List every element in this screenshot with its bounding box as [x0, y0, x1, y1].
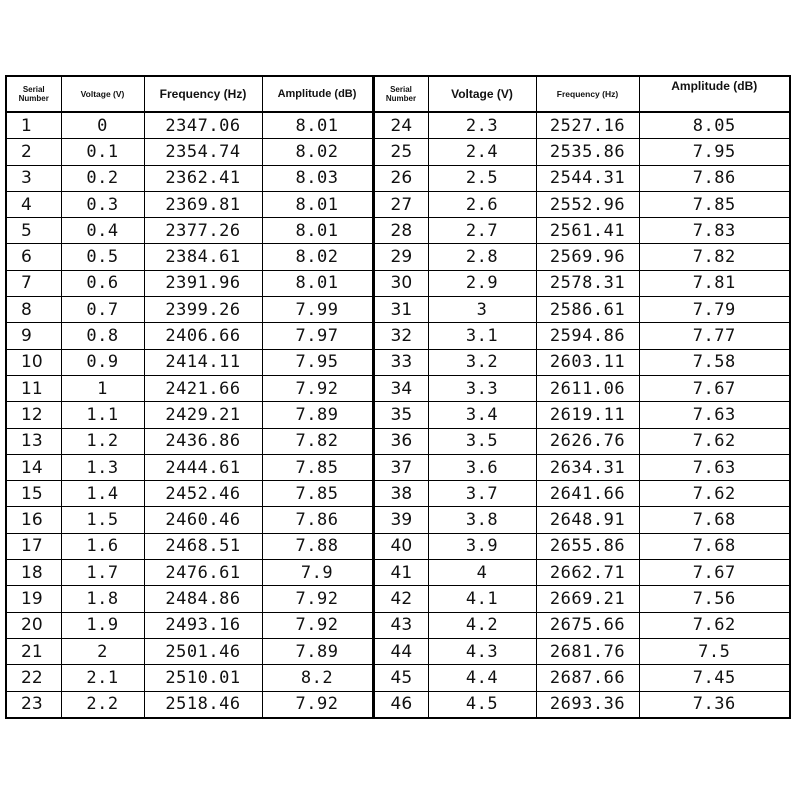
left-frequency-cell: 2429.21: [144, 402, 262, 428]
right-amplitude-cell: 7.83: [639, 218, 790, 244]
right-amplitude-cell: 7.58: [639, 349, 790, 375]
right-amplitude-cell: 7.68: [639, 533, 790, 559]
right-frequency-cell: 2544.31: [536, 165, 639, 191]
left-frequency-cell: 2421.66: [144, 375, 262, 401]
right-serial-cell: 26: [373, 165, 428, 191]
left-amplitude-cell: 8.01: [262, 112, 373, 139]
left-serial-cell: 9: [6, 323, 61, 349]
right-amplitude-cell: 7.62: [639, 481, 790, 507]
right-amplitude-cell: 7.62: [639, 612, 790, 638]
right-frequency-cell: 2641.66: [536, 481, 639, 507]
right-serial-cell: 39: [373, 507, 428, 533]
left-serial-cell: 11: [6, 375, 61, 401]
left-serial-cell: 20: [6, 612, 61, 638]
table-row: [6, 402, 790, 428]
right-serial-cell: 41: [373, 560, 428, 586]
left-amplitude-cell: 7.92: [262, 375, 373, 401]
right-amplitude-cell: 7.62: [639, 428, 790, 454]
left-voltage-cell: 0.7: [61, 297, 144, 323]
left-amplitude-cell: 8.01: [262, 218, 373, 244]
left-serial-cell: 16: [6, 507, 61, 533]
left-serial-cell: 18: [6, 560, 61, 586]
right-voltage-cell: 3.6: [428, 454, 536, 480]
left-frequency-cell: 2391.96: [144, 270, 262, 296]
right-voltage-cell: 3.3: [428, 375, 536, 401]
table-row: [6, 323, 790, 349]
left-serial-cell: 14: [6, 454, 61, 480]
right-amplitude-cell: 7.95: [639, 139, 790, 165]
left-voltage-cell: 1.4: [61, 481, 144, 507]
left-serial-cell: 7: [6, 270, 61, 296]
left-serial-cell: 19: [6, 586, 61, 612]
left-frequency-cell: 2444.61: [144, 454, 262, 480]
left-serial-cell: 2: [6, 139, 61, 165]
right-amplitude-cell: 7.5: [639, 638, 790, 664]
right-serial-cell: 36: [373, 428, 428, 454]
table-row: [6, 139, 790, 165]
header-row: [6, 76, 790, 112]
right-amplitude-cell: 7.67: [639, 560, 790, 586]
left-frequency-cell: 2501.46: [144, 638, 262, 664]
left-amplitude-cell: 7.89: [262, 638, 373, 664]
table-row: [6, 560, 790, 586]
left-voltage-cell: 1.2: [61, 428, 144, 454]
left-amplitude-cell: 7.99: [262, 297, 373, 323]
table-row: [6, 691, 790, 718]
left-serial-cell: 12: [6, 402, 61, 428]
right-frequency-cell: 2527.16: [536, 112, 639, 139]
left-voltage-cell: 0: [61, 112, 144, 139]
right-frequency-cell: 2662.71: [536, 560, 639, 586]
left-frequency-cell: 2399.26: [144, 297, 262, 323]
left-frequency-cell: 2510.01: [144, 665, 262, 691]
header-voltage-2: Voltage (V): [428, 76, 536, 112]
right-voltage-cell: 3.8: [428, 507, 536, 533]
right-amplitude-cell: 7.85: [639, 191, 790, 217]
right-voltage-cell: 4.2: [428, 612, 536, 638]
left-amplitude-cell: 7.85: [262, 481, 373, 507]
left-serial-cell: 6: [6, 244, 61, 270]
left-voltage-cell: 1: [61, 375, 144, 401]
header-amplitude: Amplitude (dB): [262, 76, 373, 112]
table-row: [6, 375, 790, 401]
left-amplitude-cell: 7.95: [262, 349, 373, 375]
left-amplitude-cell: 8.01: [262, 191, 373, 217]
table-row: [6, 665, 790, 691]
left-voltage-cell: 0.2: [61, 165, 144, 191]
right-frequency-cell: 2693.36: [536, 691, 639, 718]
right-voltage-cell: 2.5: [428, 165, 536, 191]
left-voltage-cell: 1.1: [61, 402, 144, 428]
left-voltage-cell: 0.3: [61, 191, 144, 217]
right-amplitude-cell: 7.45: [639, 665, 790, 691]
right-frequency-cell: 2611.06: [536, 375, 639, 401]
table-row: [6, 533, 790, 559]
right-frequency-cell: 2594.86: [536, 323, 639, 349]
data-table: [5, 75, 791, 719]
table-row: [6, 638, 790, 664]
left-amplitude-cell: 7.92: [262, 586, 373, 612]
right-frequency-cell: 2578.31: [536, 270, 639, 296]
left-amplitude-cell: 7.89: [262, 402, 373, 428]
left-voltage-cell: 1.3: [61, 454, 144, 480]
left-amplitude-cell: 7.97: [262, 323, 373, 349]
left-voltage-cell: 2.2: [61, 691, 144, 718]
left-frequency-cell: 2377.26: [144, 218, 262, 244]
right-frequency-cell: 2619.11: [536, 402, 639, 428]
left-serial-cell: 1: [6, 112, 61, 139]
left-amplitude-cell: 8.02: [262, 244, 373, 270]
left-voltage-cell: 1.7: [61, 560, 144, 586]
right-voltage-cell: 4.4: [428, 665, 536, 691]
table-row: [6, 244, 790, 270]
right-amplitude-cell: 7.82: [639, 244, 790, 270]
left-frequency-cell: 2347.06: [144, 112, 262, 139]
left-serial-cell: 22: [6, 665, 61, 691]
left-serial-cell: 10: [6, 349, 61, 375]
left-frequency-cell: 2369.81: [144, 191, 262, 217]
left-voltage-cell: 0.9: [61, 349, 144, 375]
left-frequency-cell: 2384.61: [144, 244, 262, 270]
right-frequency-cell: 2569.96: [536, 244, 639, 270]
right-voltage-cell: 3.7: [428, 481, 536, 507]
left-amplitude-cell: 7.85: [262, 454, 373, 480]
left-amplitude-cell: 7.92: [262, 612, 373, 638]
right-serial-cell: 34: [373, 375, 428, 401]
right-amplitude-cell: 7.67: [639, 375, 790, 401]
table-row: [6, 112, 790, 139]
right-frequency-cell: 2603.11: [536, 349, 639, 375]
header-voltage: Voltage (V): [61, 76, 144, 112]
right-serial-cell: 43: [373, 612, 428, 638]
table-row: [6, 270, 790, 296]
right-amplitude-cell: 7.81: [639, 270, 790, 296]
right-voltage-cell: 4.3: [428, 638, 536, 664]
left-frequency-cell: 2436.86: [144, 428, 262, 454]
right-voltage-cell: 2.8: [428, 244, 536, 270]
right-serial-cell: 46: [373, 691, 428, 718]
left-voltage-cell: 1.8: [61, 586, 144, 612]
right-frequency-cell: 2681.76: [536, 638, 639, 664]
right-frequency-cell: 2669.21: [536, 586, 639, 612]
left-frequency-cell: 2493.16: [144, 612, 262, 638]
left-amplitude-cell: 8.2: [262, 665, 373, 691]
right-voltage-cell: 2.7: [428, 218, 536, 244]
left-amplitude-cell: 7.88: [262, 533, 373, 559]
left-voltage-cell: 0.6: [61, 270, 144, 296]
right-serial-cell: 38: [373, 481, 428, 507]
left-amplitude-cell: 7.9: [262, 560, 373, 586]
left-serial-cell: 23: [6, 691, 61, 718]
right-serial-cell: 28: [373, 218, 428, 244]
table-row: [6, 586, 790, 612]
left-voltage-cell: 1.6: [61, 533, 144, 559]
left-voltage-cell: 1.5: [61, 507, 144, 533]
left-serial-cell: 3: [6, 165, 61, 191]
right-amplitude-cell: 7.63: [639, 454, 790, 480]
right-frequency-cell: 2634.31: [536, 454, 639, 480]
left-serial-cell: 17: [6, 533, 61, 559]
left-voltage-cell: 0.4: [61, 218, 144, 244]
left-frequency-cell: 2460.46: [144, 507, 262, 533]
right-serial-cell: 25: [373, 139, 428, 165]
left-serial-cell: 13: [6, 428, 61, 454]
right-voltage-cell: 4.5: [428, 691, 536, 718]
left-frequency-cell: 2484.86: [144, 586, 262, 612]
right-serial-cell: 35: [373, 402, 428, 428]
header-serial-number-2: Serial Number: [373, 76, 428, 112]
right-voltage-cell: 4.1: [428, 586, 536, 612]
right-voltage-cell: 3.1: [428, 323, 536, 349]
right-amplitude-cell: 7.86: [639, 165, 790, 191]
table-row: [6, 297, 790, 323]
right-amplitude-cell: 8.05: [639, 112, 790, 139]
table-row: [6, 191, 790, 217]
left-serial-cell: 15: [6, 481, 61, 507]
left-amplitude-cell: 7.92: [262, 691, 373, 718]
right-serial-cell: 40: [373, 533, 428, 559]
right-frequency-cell: 2586.61: [536, 297, 639, 323]
header-amplitude-2: Amplitude (dB): [639, 76, 790, 112]
right-voltage-cell: 4: [428, 560, 536, 586]
left-frequency-cell: 2362.41: [144, 165, 262, 191]
table-row: [6, 481, 790, 507]
right-amplitude-cell: 7.56: [639, 586, 790, 612]
right-amplitude-cell: 7.63: [639, 402, 790, 428]
right-frequency-cell: 2535.86: [536, 139, 639, 165]
right-serial-cell: 37: [373, 454, 428, 480]
right-voltage-cell: 3.9: [428, 533, 536, 559]
right-amplitude-cell: 7.77: [639, 323, 790, 349]
table-body: [6, 112, 790, 718]
left-voltage-cell: 2: [61, 638, 144, 664]
left-serial-cell: 21: [6, 638, 61, 664]
right-serial-cell: 33: [373, 349, 428, 375]
table-row: [6, 612, 790, 638]
header-serial-number: Serial Number: [6, 76, 61, 112]
right-serial-cell: 31: [373, 297, 428, 323]
left-serial-cell: 4: [6, 191, 61, 217]
right-voltage-cell: 3.5: [428, 428, 536, 454]
right-serial-cell: 45: [373, 665, 428, 691]
right-frequency-cell: 2626.76: [536, 428, 639, 454]
left-voltage-cell: 1.9: [61, 612, 144, 638]
table-row: [6, 349, 790, 375]
left-serial-cell: 5: [6, 218, 61, 244]
table-row: [6, 165, 790, 191]
right-serial-cell: 30: [373, 270, 428, 296]
right-frequency-cell: 2655.86: [536, 533, 639, 559]
right-serial-cell: 32: [373, 323, 428, 349]
left-voltage-cell: 0.8: [61, 323, 144, 349]
left-voltage-cell: 2.1: [61, 665, 144, 691]
right-amplitude-cell: 7.68: [639, 507, 790, 533]
left-frequency-cell: 2452.46: [144, 481, 262, 507]
left-frequency-cell: 2518.46: [144, 691, 262, 718]
right-frequency-cell: 2648.91: [536, 507, 639, 533]
left-frequency-cell: 2414.11: [144, 349, 262, 375]
left-frequency-cell: 2406.66: [144, 323, 262, 349]
header-frequency-2: Frequency (Hz): [536, 76, 639, 112]
left-voltage-cell: 0.5: [61, 244, 144, 270]
table-row: [6, 428, 790, 454]
right-frequency-cell: 2675.66: [536, 612, 639, 638]
left-serial-cell: 8: [6, 297, 61, 323]
right-serial-cell: 24: [373, 112, 428, 139]
table-row: [6, 454, 790, 480]
left-voltage-cell: 0.1: [61, 139, 144, 165]
right-serial-cell: 44: [373, 638, 428, 664]
left-amplitude-cell: 7.86: [262, 507, 373, 533]
left-frequency-cell: 2476.61: [144, 560, 262, 586]
right-voltage-cell: 2.3: [428, 112, 536, 139]
right-amplitude-cell: 7.79: [639, 297, 790, 323]
left-amplitude-cell: 7.82: [262, 428, 373, 454]
header-frequency: Frequency (Hz): [144, 76, 262, 112]
right-frequency-cell: 2687.66: [536, 665, 639, 691]
left-amplitude-cell: 8.03: [262, 165, 373, 191]
right-frequency-cell: 2552.96: [536, 191, 639, 217]
left-amplitude-cell: 8.01: [262, 270, 373, 296]
right-voltage-cell: 2.4: [428, 139, 536, 165]
table-row: [6, 218, 790, 244]
left-frequency-cell: 2354.74: [144, 139, 262, 165]
right-amplitude-cell: 7.36: [639, 691, 790, 718]
right-serial-cell: 29: [373, 244, 428, 270]
left-frequency-cell: 2468.51: [144, 533, 262, 559]
right-voltage-cell: 3: [428, 297, 536, 323]
right-voltage-cell: 3.2: [428, 349, 536, 375]
right-voltage-cell: 2.9: [428, 270, 536, 296]
right-frequency-cell: 2561.41: [536, 218, 639, 244]
right-serial-cell: 27: [373, 191, 428, 217]
table-row: [6, 507, 790, 533]
right-serial-cell: 42: [373, 586, 428, 612]
right-voltage-cell: 2.6: [428, 191, 536, 217]
left-amplitude-cell: 8.02: [262, 139, 373, 165]
right-voltage-cell: 3.4: [428, 402, 536, 428]
